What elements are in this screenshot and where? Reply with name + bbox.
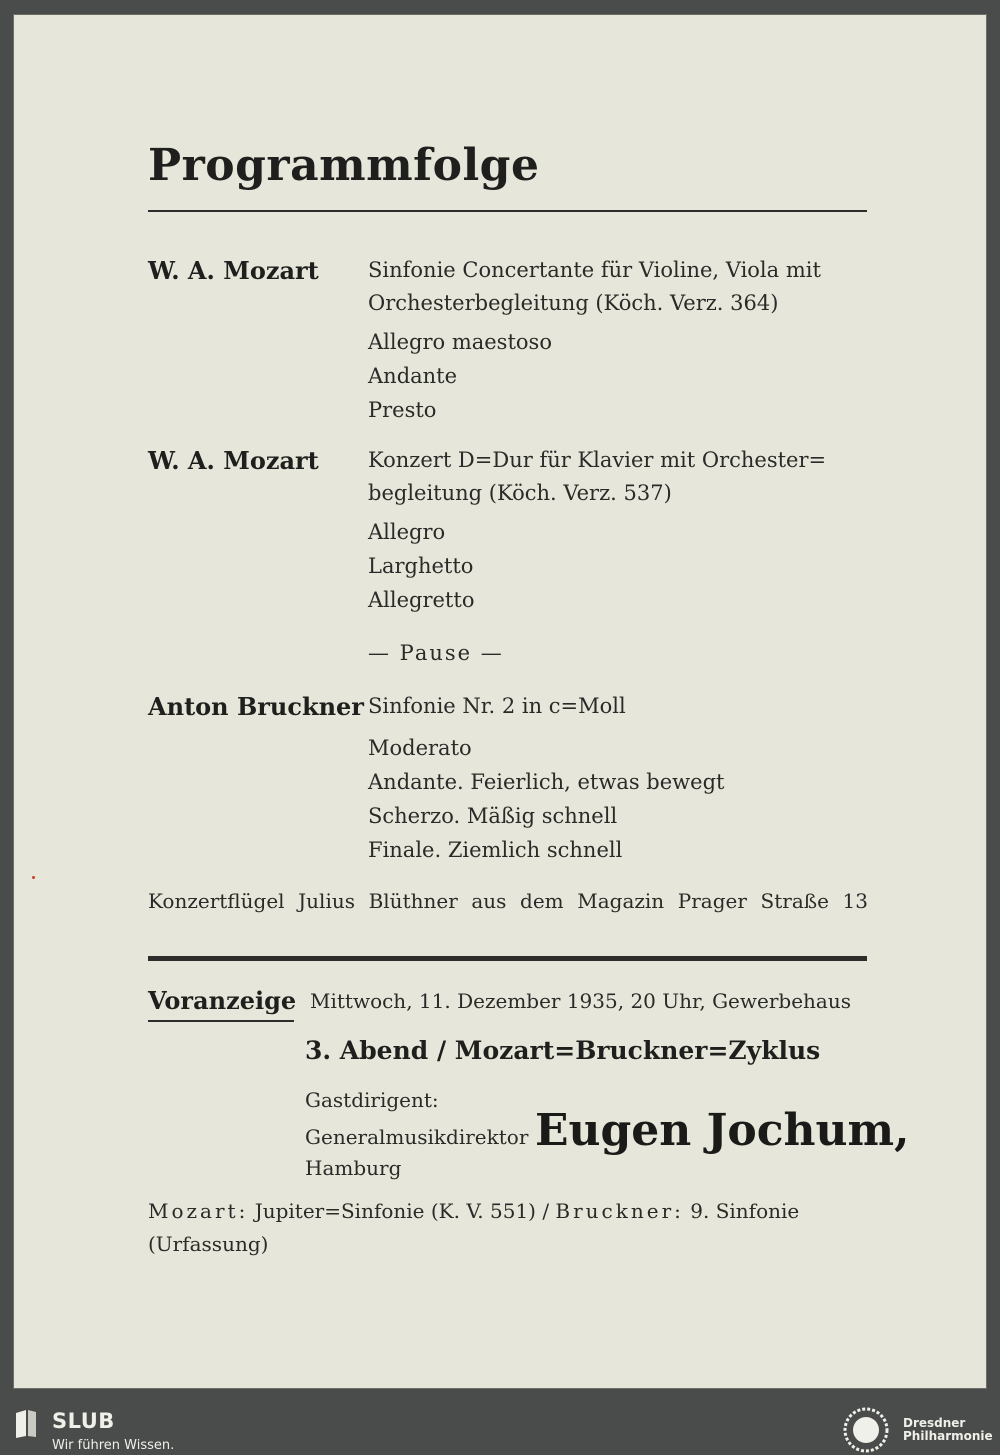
book-icon — [14, 1409, 38, 1439]
works-piece: 9. Sinfonie — [690, 1199, 800, 1223]
piano-note: Konzertflügel Julius Blüthner aus dem Magazin Prager Straße 13 — [148, 889, 868, 913]
work-title-line: begleitung (Köch. Verz. 537) — [368, 481, 672, 505]
slub-tagline: Wir führen Wissen. — [52, 1438, 175, 1453]
guest-conductor-label: Gastdirigent: — [305, 1088, 439, 1112]
composer-name: W. A. Mozart — [148, 446, 319, 475]
movement: Allegro maestoso — [368, 330, 552, 354]
announcement-underline — [148, 1020, 294, 1022]
works-piece: Jupiter=Sinfonie (K. V. 551) / — [254, 1199, 550, 1223]
conductor-city: Hamburg — [305, 1156, 402, 1180]
work-title-line: Konzert D=Dur für Klavier mit Orchester= — [368, 448, 827, 472]
movement: Allegro — [368, 520, 446, 544]
conductor-rank: Generalmusikdirektor — [305, 1125, 529, 1149]
intermission: — Pause — — [368, 641, 504, 665]
works-composer: Mozart: — [148, 1199, 249, 1223]
announcement-date: Mittwoch, 11. Dezember 1935, 20 Uhr, Gewerbehaus — [310, 989, 851, 1013]
work-title — [368, 444, 868, 510]
partner-name-line: Philharmonie — [903, 1429, 993, 1443]
work-title-line: Sinfonie Nr. 2 in c=Moll — [368, 694, 626, 718]
works-composer: Bruckner: — [555, 1199, 684, 1223]
announcement-works — [148, 1199, 868, 1223]
work-title-line: Sinfonie Concertante für Violine, Viola mit — [368, 258, 821, 282]
slub-logo-text: SLUB — [52, 1409, 115, 1433]
page-title: Programmfolge — [148, 140, 540, 191]
announcement-works-note: (Urfassung) — [148, 1232, 269, 1256]
conductor-name: Eugen Jochum, — [535, 1105, 910, 1156]
movement: Presto — [368, 398, 437, 422]
section-rule — [148, 956, 867, 961]
concert-series-title: 3. Abend / Mozart=Bruckner=Zyklus — [305, 1036, 821, 1065]
partner-name — [903, 1417, 993, 1443]
footer-bar — [0, 1405, 1000, 1455]
title-rule — [148, 210, 867, 212]
movement: Finale. Ziemlich schnell — [368, 838, 623, 862]
composer-name: Anton Bruckner — [148, 692, 364, 721]
composer-name: W. A. Mozart — [148, 256, 319, 285]
announcement-label: Voranzeige — [148, 986, 297, 1015]
movement: Allegretto — [368, 588, 475, 612]
work-title — [368, 690, 868, 723]
movement: Andante. Feierlich, etwas bewegt — [368, 770, 725, 794]
partner-name-line: Dresdner — [903, 1416, 966, 1430]
movement: Moderato — [368, 736, 472, 760]
movement: Larghetto — [368, 554, 474, 578]
paper-speck — [32, 876, 35, 879]
work-title — [368, 254, 868, 320]
movement: Scherzo. Mäßig schnell — [368, 804, 618, 828]
work-title-line: Orchesterbegleitung (Köch. Verz. 364) — [368, 291, 779, 315]
philharmonie-logo-icon — [843, 1407, 889, 1453]
movement: Andante — [368, 364, 458, 388]
